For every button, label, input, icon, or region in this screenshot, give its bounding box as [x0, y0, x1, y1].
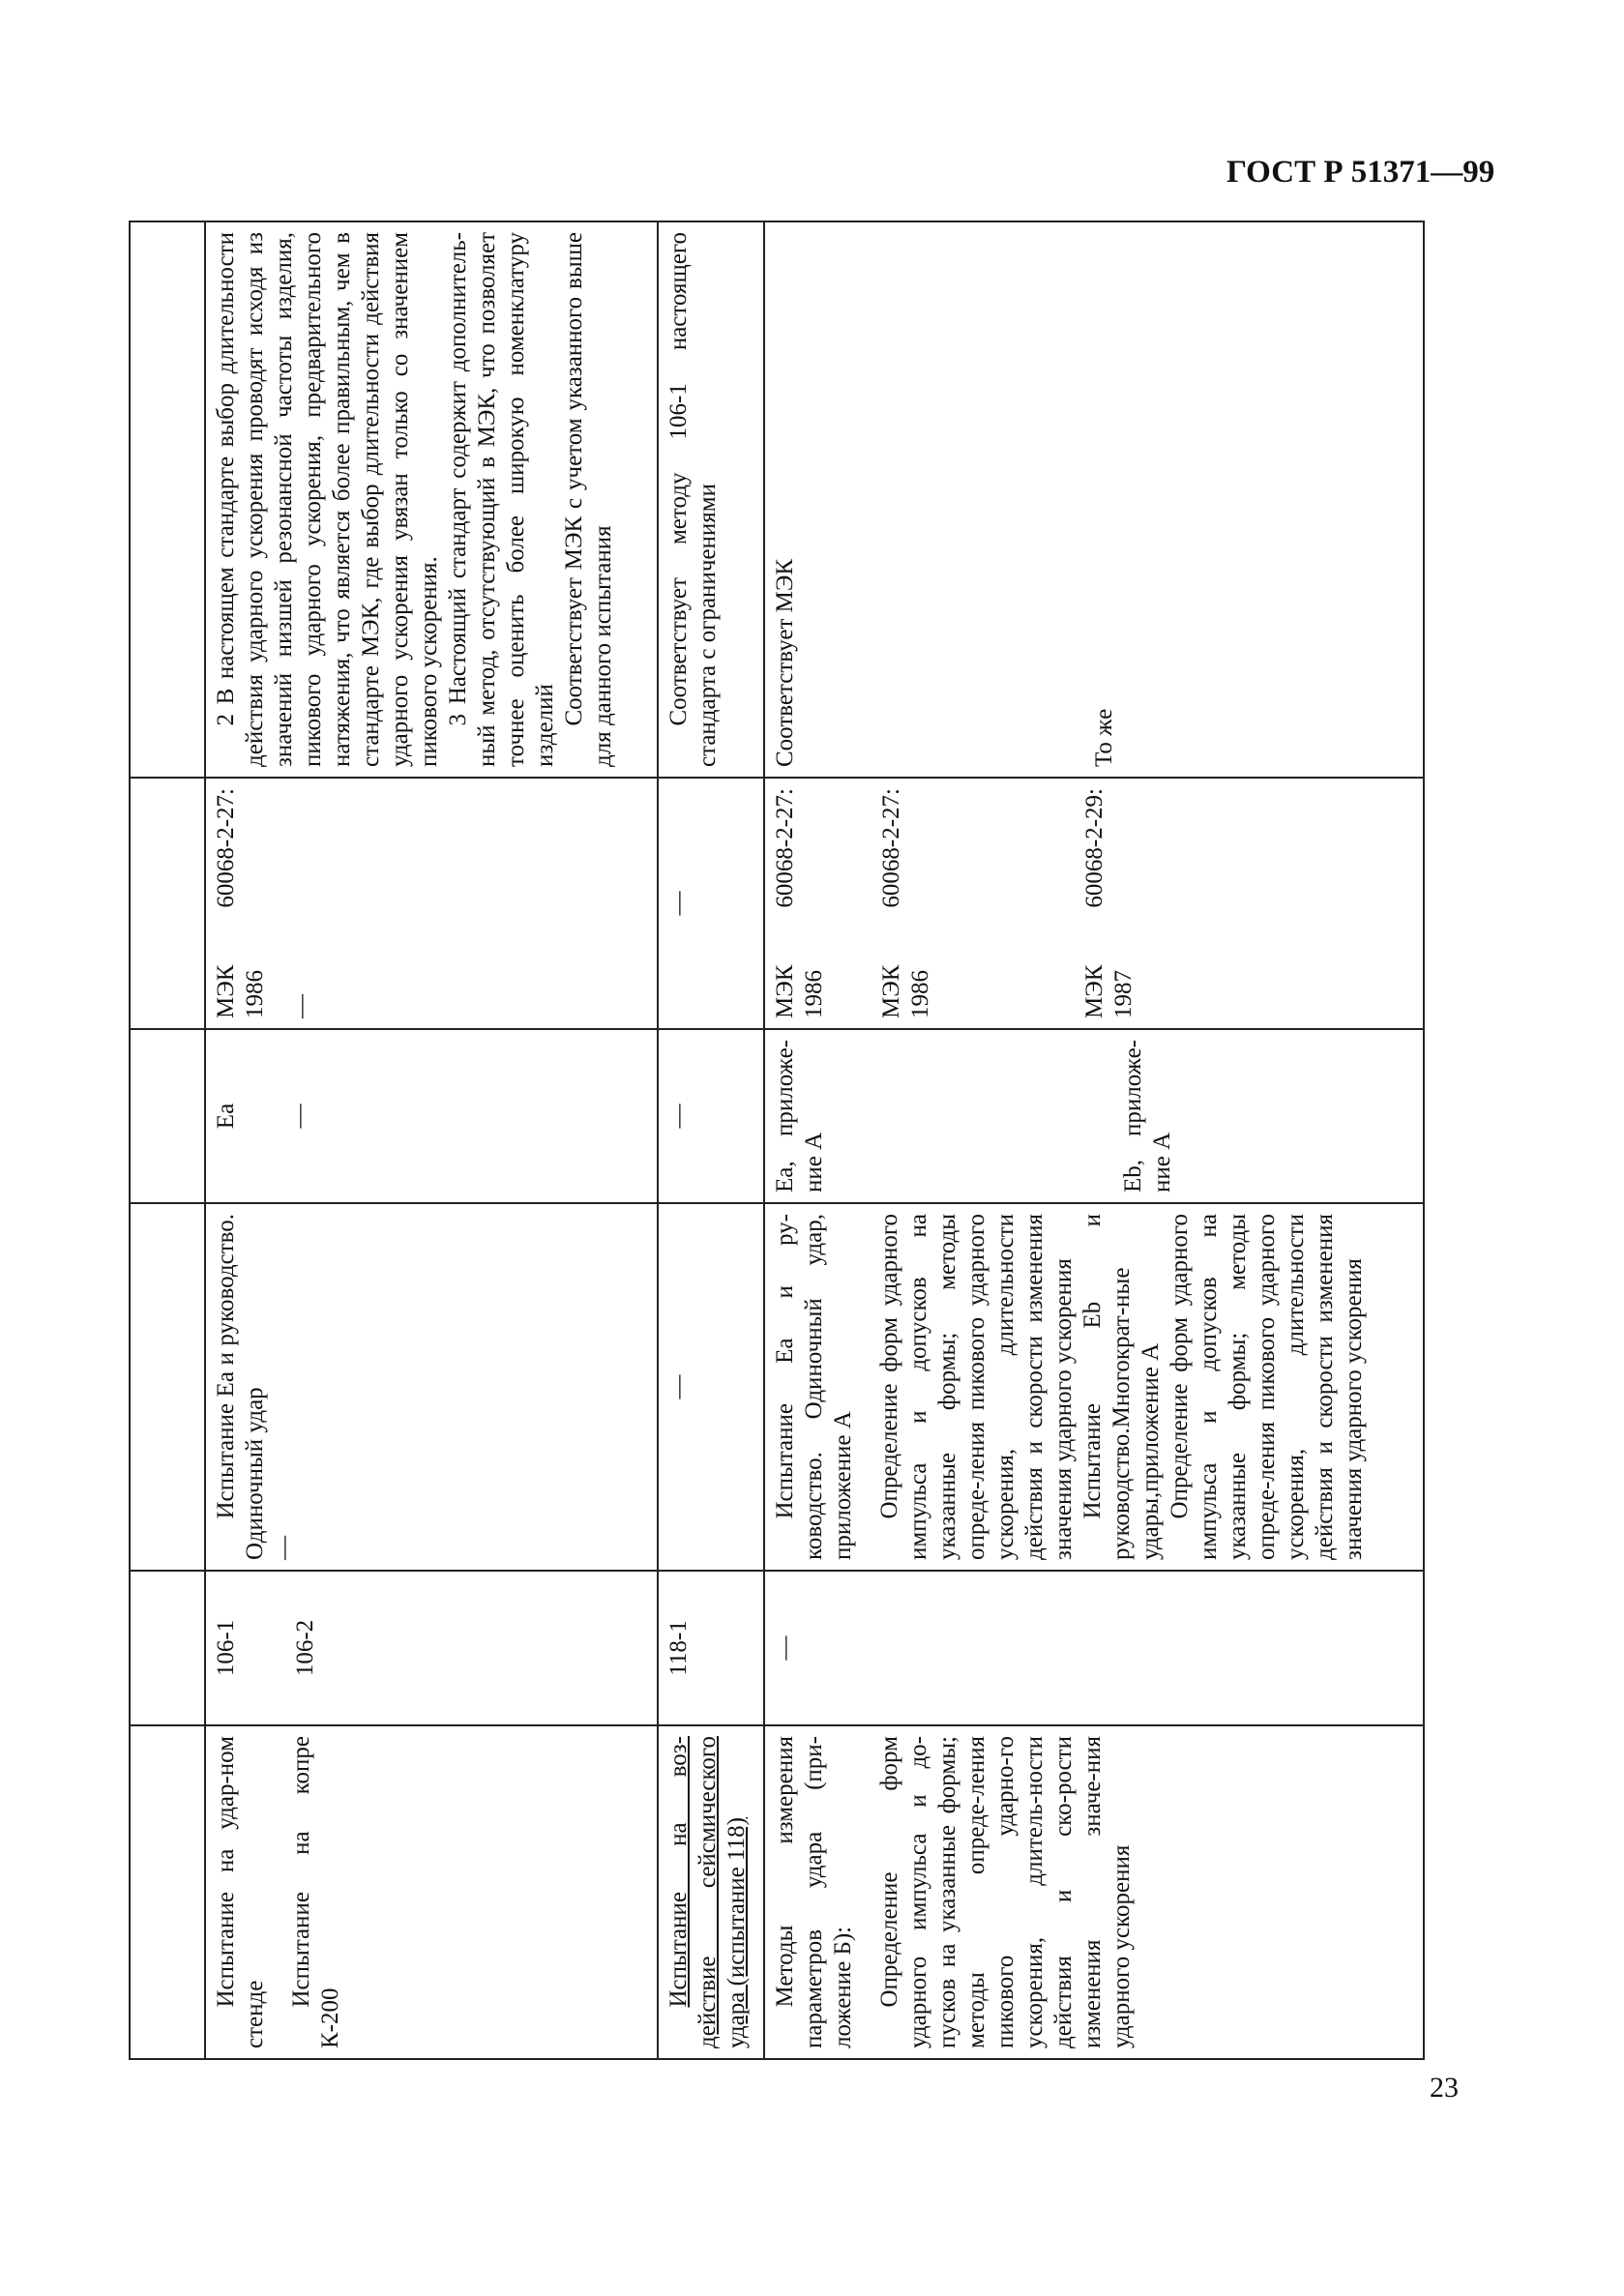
test-name: Испытание на копре К-200: [288, 1736, 343, 2048]
test-name-cell: [205, 1725, 658, 2059]
note-paragraph: 3 Настоящий стандарт содержит дополнитель-ный метод, отсутствующий в МЭК, что позволяет точнее оценить более широкую номенклатуру изделий: [445, 232, 558, 767]
rotated-table-wrapper: [129, 222, 1425, 2060]
method-number: 118-1: [665, 1620, 693, 1676]
page-number: 23: [1430, 2072, 1459, 2104]
iec-test-name: Испытание Еа и ру-ководство. Одиночный удар, приложение А: [772, 1214, 857, 1560]
iec-designation-cell: [658, 1029, 764, 1203]
header-cell: [130, 778, 205, 1029]
iec-standard-cell: [764, 778, 1424, 1029]
iec-test-name-cell: [658, 1203, 764, 1571]
method-number: 106-2: [292, 1619, 318, 1677]
header-cell: [130, 1571, 205, 1725]
note-paragraph: Соответствует МЭК с учетом указанного выше для данного испытания: [561, 232, 616, 767]
dash: —: [665, 1374, 693, 1399]
note-paragraph: Соответствует методу 106-1 настоящего стандарта с ограничениями: [665, 232, 722, 767]
dash: —: [288, 994, 314, 1018]
dash: —: [665, 891, 693, 916]
dash: —: [271, 1536, 297, 1560]
header-cell: [130, 1029, 205, 1203]
test-name: Испытание на удар-ном стенде: [213, 1736, 268, 2048]
table-head-row: [130, 221, 205, 2059]
notes-cell: [764, 221, 1424, 778]
iec-test-name-cell: [205, 1203, 658, 1571]
test-description: Определение форм ударного импульса и до-пусков на указанные формы; методы опреде-ления пикового ударно-го ускорения, длитель-ности действия и ско-рости изменения значе-ния ударного ускорения: [876, 1736, 1136, 2048]
iec-test-name: Испытание Еа и руководство. Одиночный удар: [213, 1214, 268, 1560]
comparison-table: [129, 221, 1425, 2060]
iec-designation: Еа, приложе-ние А: [772, 1040, 828, 1192]
note-paragraph: Соответствует МЭК: [772, 558, 799, 767]
method-number-cell: [764, 1571, 1424, 1725]
iec-test-name: Испытание Eb и руководство.Многократ-ные удары,приложение А: [1079, 1214, 1165, 1560]
note-paragraph: То же: [1091, 708, 1118, 767]
iec-standard: МЭК 60068-2-27: 1986: [772, 788, 828, 1018]
iec-standard: МЭК 60068-2-27: 1986: [878, 788, 934, 1018]
iec-test-name-cell: [764, 1203, 1424, 1571]
notes-cell: [658, 221, 764, 778]
dash: —: [665, 1104, 693, 1129]
iec-designation-cell: [205, 1029, 658, 1203]
iec-test-description: Определение форм ударного импульса и допусков на указанные формы; методы опреде-ления пикового ударного ускорения, длительности действия и скорости изменения значения ударного ускорения: [876, 1214, 1078, 1560]
test-name: Методы измерения параметров удара (при-ложение Б):: [772, 1736, 857, 2048]
test-name-cell: [658, 1725, 764, 2059]
rotated-table-area: [129, 222, 1425, 2060]
table-row: [764, 221, 1424, 2059]
notes-cell: [205, 221, 658, 778]
method-number-cell: [205, 1571, 658, 1725]
header-cell: [130, 1725, 205, 2059]
test-name-cell: [764, 1725, 1424, 2059]
note-paragraph: 2 В настоящем стандарте выбор длительности действия ударного ускорения проводят исходя из значений низшей резонансной частоты изделия, пикового ударного ускорения, предварительного натяжения, что является более правильным, чем в стандарте МЭК, где выбор длительности действия ударного ускорения увязан только со значением пикового ускорения.: [213, 232, 442, 767]
method-number-cell: [658, 1571, 764, 1725]
header-cell: [130, 221, 205, 778]
header-cell: [130, 1203, 205, 1571]
iec-standard: МЭК 60068-2-29: 1987: [1081, 788, 1137, 1018]
iec-standard: МЭК 60068-2-27: 1986: [213, 788, 268, 1018]
table-row: [658, 221, 764, 2059]
iec-standard-cell: [205, 778, 658, 1029]
iec-standard-cell: [658, 778, 764, 1029]
dash: —: [772, 1635, 799, 1661]
iec-designation: Еа: [213, 1103, 239, 1130]
iec-test-description: Определение форм ударного импульса и допусков на указанные формы; методы опреде-ления пикового ударного ускорения, длительности действия и скорости изменения значения ударного ускорения: [1166, 1214, 1368, 1560]
document-code: ГОСТ Р 51371—99: [1226, 155, 1495, 190]
method-number: 106-1: [213, 1619, 239, 1677]
dash: —: [286, 1104, 312, 1129]
iec-designation: Eb, приложе-ние А: [1120, 1040, 1176, 1192]
table-row: [205, 221, 658, 2059]
test-name: Испытание на воз-действие сейсмического удара (испытание 118): [665, 1736, 751, 2048]
iec-designation-cell: [764, 1029, 1424, 1203]
